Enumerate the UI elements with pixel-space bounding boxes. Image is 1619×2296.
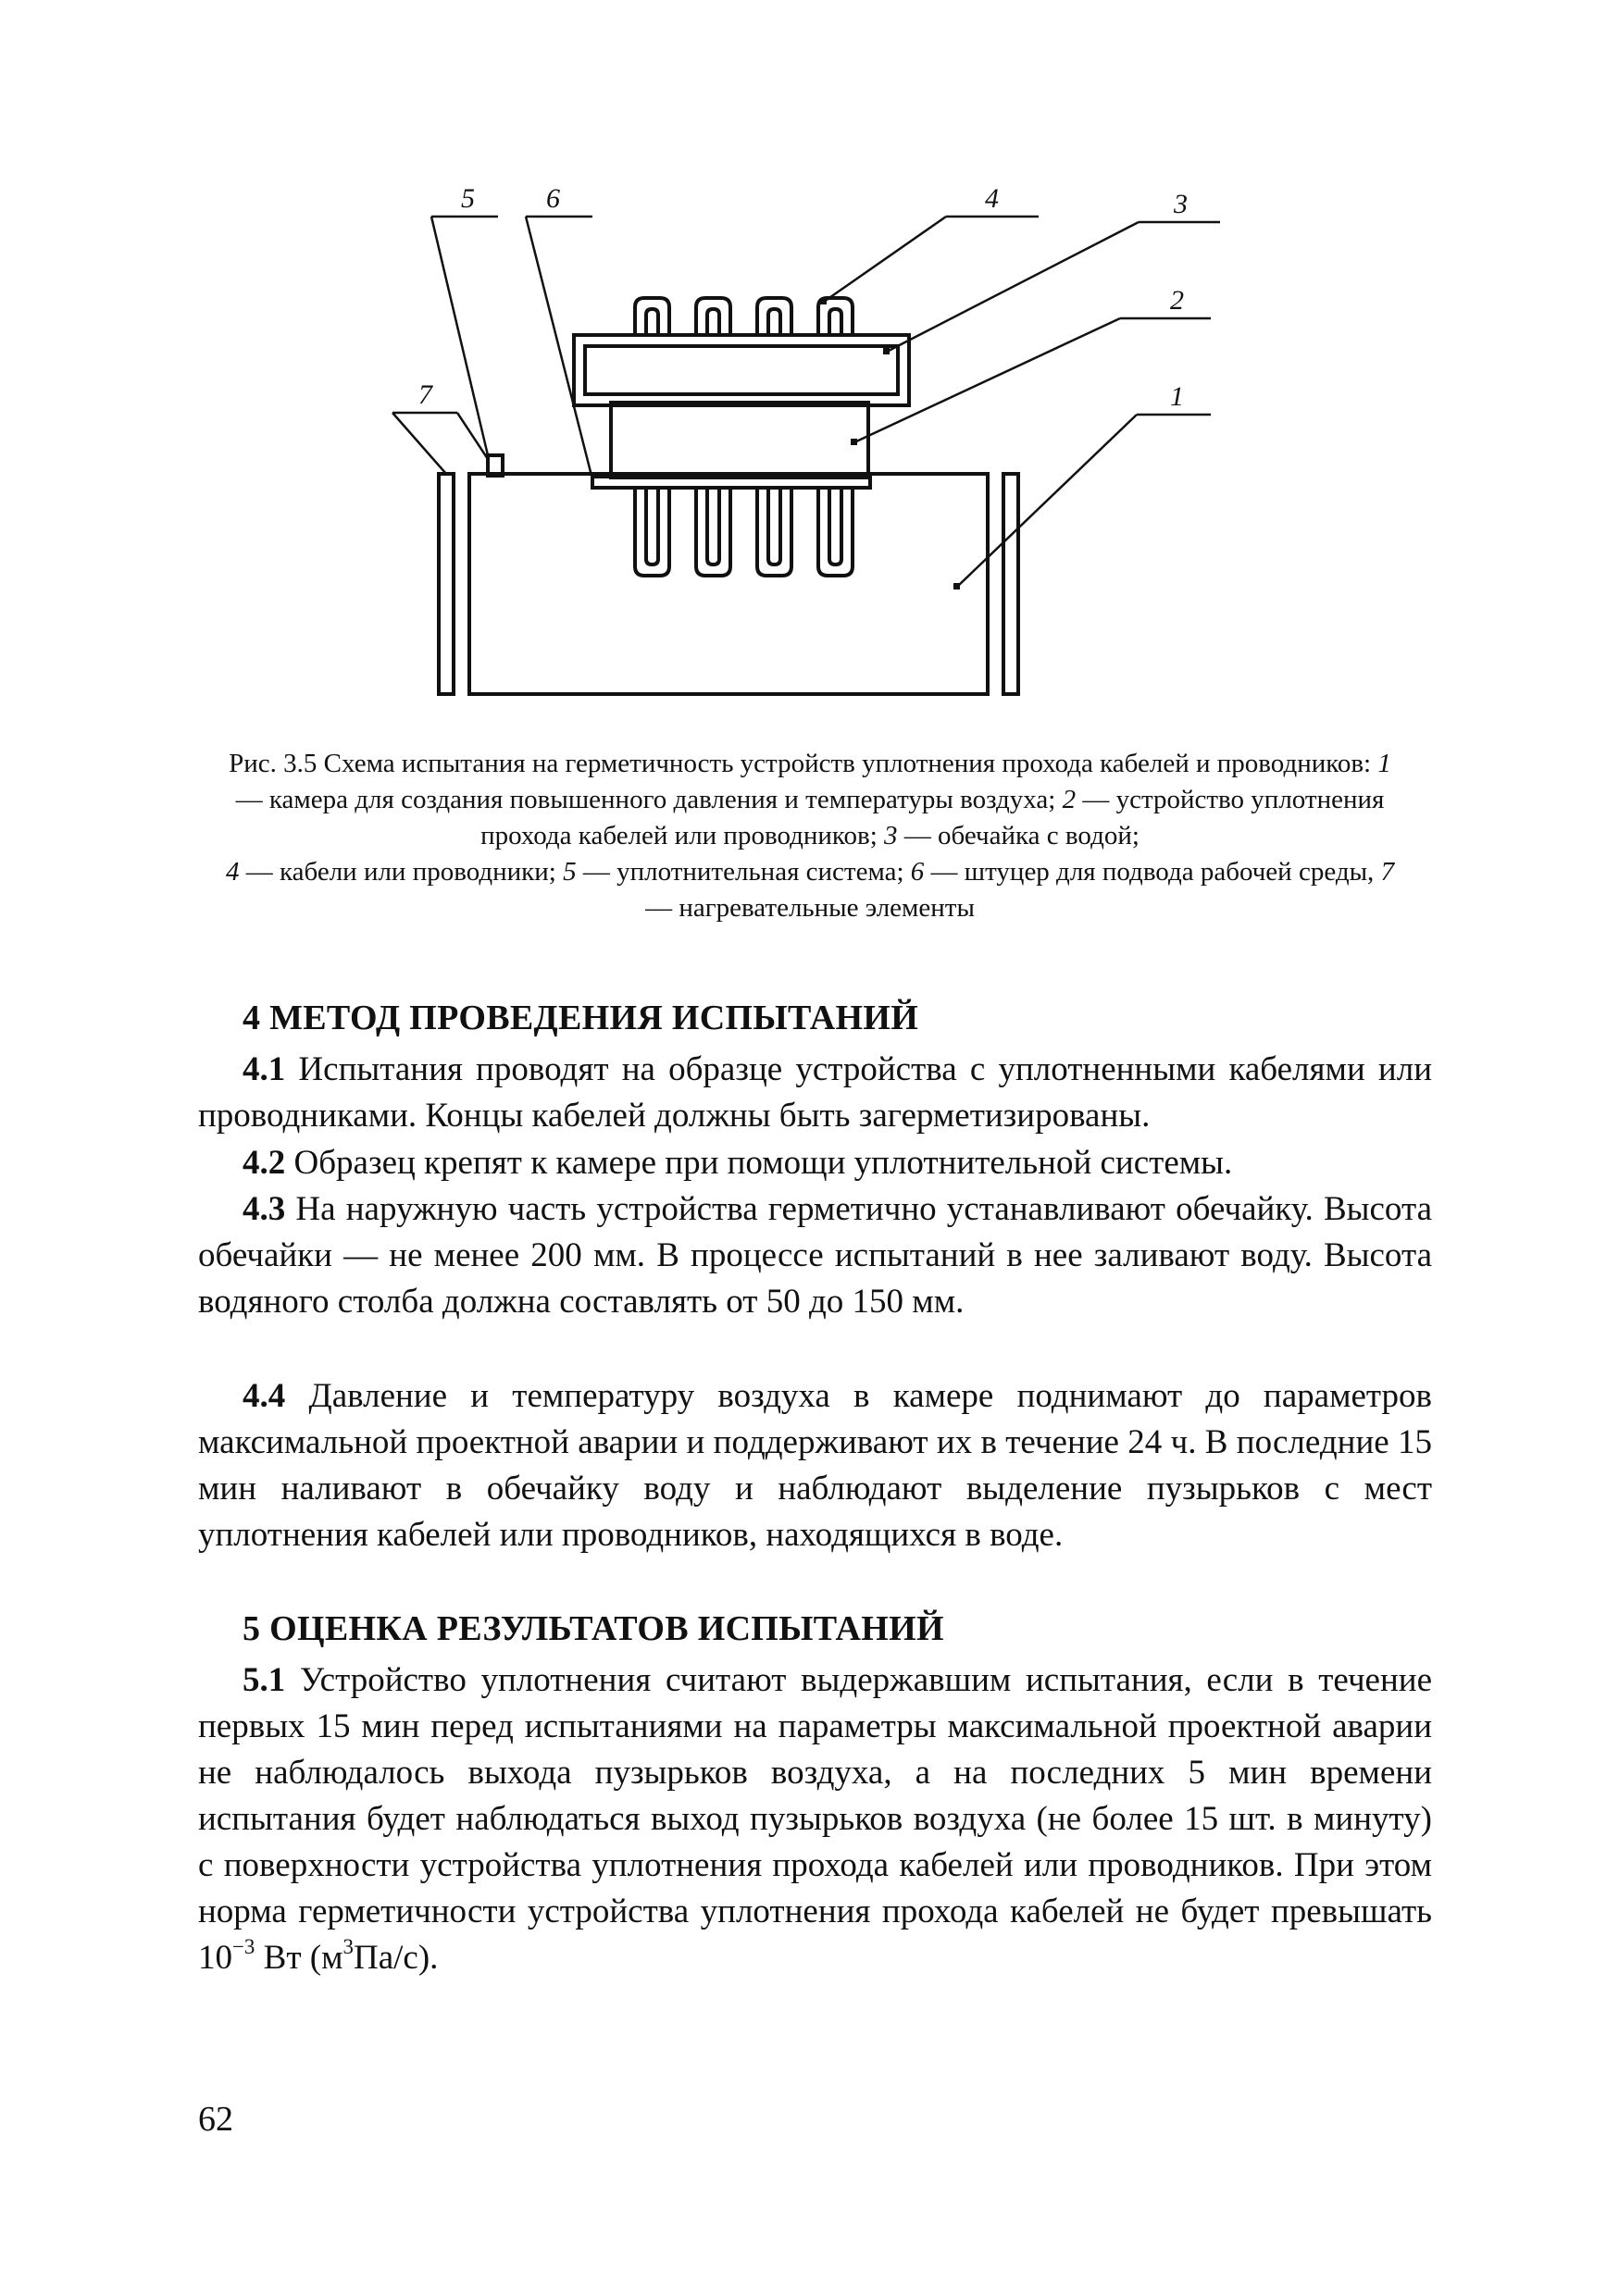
caption-item-text: — обечайка с водой;	[897, 821, 1140, 850]
section-5-heading: 5 ОЦЕНКА РЕЗУЛЬТАТОВ ИСПЫТАНИЙ	[243, 1609, 944, 1648]
exponent: −3	[232, 1934, 255, 1958]
callout-7: 7	[418, 379, 432, 410]
cables-top	[635, 298, 853, 335]
cables-bottom	[635, 488, 853, 576]
clause-number: 5.1	[243, 1661, 286, 1699]
paragraph-4-2	[198, 1140, 1432, 1186]
test-scheme-figure	[0, 0, 1619, 740]
clause-text: Образец крепят к камере при помощи уплотнительной системы.	[285, 1144, 1233, 1182]
clause-number: 4.3	[243, 1190, 286, 1228]
heating-element-right	[1003, 474, 1018, 694]
page-number: 62	[198, 2100, 233, 2139]
unit-exponent: 3	[342, 1934, 354, 1958]
sealing-device	[611, 403, 868, 478]
heating-element-left	[439, 474, 454, 694]
caption-item-number: 3	[884, 821, 898, 850]
unit-text: Вт (м	[255, 1939, 343, 1977]
clause-text: Испытания проводят на образце устройства с уплотненными кабелями или проводниками. Концы кабелей должны быть загерметизированы.	[198, 1050, 1432, 1135]
callout-2: 2	[1170, 285, 1184, 316]
paragraph-4-4	[198, 1373, 1432, 1558]
caption-item-text: — устройство уплотнения прохода кабелей или проводников;	[480, 785, 1385, 850]
clause-number: 4.4	[243, 1377, 286, 1415]
caption-item-number: 7	[1380, 857, 1395, 887]
callout-3: 3	[1174, 189, 1188, 219]
caption-item-number: 4	[225, 857, 240, 887]
clause-text: На наружную часть устройства герметично устанавливают обечайку. Высота обечайки — не менее 200 мм. В процессе испытаний в нее заливают воду. Высота водяного столба должна составлять от 50 до 150 мм.	[198, 1190, 1432, 1321]
callout-5: 5	[461, 183, 475, 214]
callout-1: 1	[1170, 381, 1184, 412]
caption-item-number: 2	[1062, 785, 1077, 814]
clause-text: Устройство уплотнения считают выдержавшим испытания, если в течение первых 15 мин перед испытаниями на параметры максимальной проектной аварии не наблюдалось выхода пузырьков воздуха, а на последних 5 мин времени испытания будет наблюдаться выход пузырьков воздуха (не более 15 шт. в минуту) с поверхности устройства уплотнения прохода кабелей или проводников. При этом норма герметичности устройства уплотнения прохода кабелей не будет превышать 10	[198, 1661, 1432, 1977]
caption-item-number: 1	[1377, 749, 1391, 778]
paragraph-5-1	[198, 1657, 1432, 1981]
callout-6: 6	[546, 183, 560, 214]
paragraph-4-3	[198, 1186, 1432, 1325]
caption-item-text: — нагревательные элементы	[645, 893, 975, 923]
section-4-heading: 4 МЕТОД ПРОВЕДЕНИЯ ИСПЫТАНИЙ	[243, 999, 919, 1037]
caption-item-text: — кабели или проводники;	[239, 857, 564, 887]
unit-text-end: Па/с).	[353, 1939, 439, 1977]
caption-item-text: — камера для создания повышенного давления и температуры воздуха;	[235, 785, 1063, 814]
callout-4: 4	[985, 183, 999, 214]
caption-item-number: 6	[910, 857, 925, 887]
caption-lead: Рис. 3.5 Схема испытания на герметичность устройств уплотнения прохода кабелей и проводников:	[229, 749, 1378, 778]
water-shell-inner	[585, 346, 898, 394]
clause-text: Давление и температуру воздуха в камере поднимают до параметров максимальной проектной аварии и поддерживают их в течение 24 ч. В последние 15 мин наливают в обечайку воду и наблюдают выделение пузырьков с мест уплотнения кабелей или проводников, находящихся в воде.	[198, 1377, 1432, 1554]
caption-item-text: — уплотнительная система;	[576, 857, 911, 887]
clause-number: 4.1	[243, 1050, 286, 1088]
clause-number: 4.2	[243, 1144, 286, 1182]
figure-caption	[222, 746, 1398, 926]
paragraph-4-1	[198, 1047, 1432, 1139]
caption-item-number: 5	[563, 857, 577, 887]
caption-item-text: — штуцер для подвода рабочей среды,	[924, 857, 1381, 887]
